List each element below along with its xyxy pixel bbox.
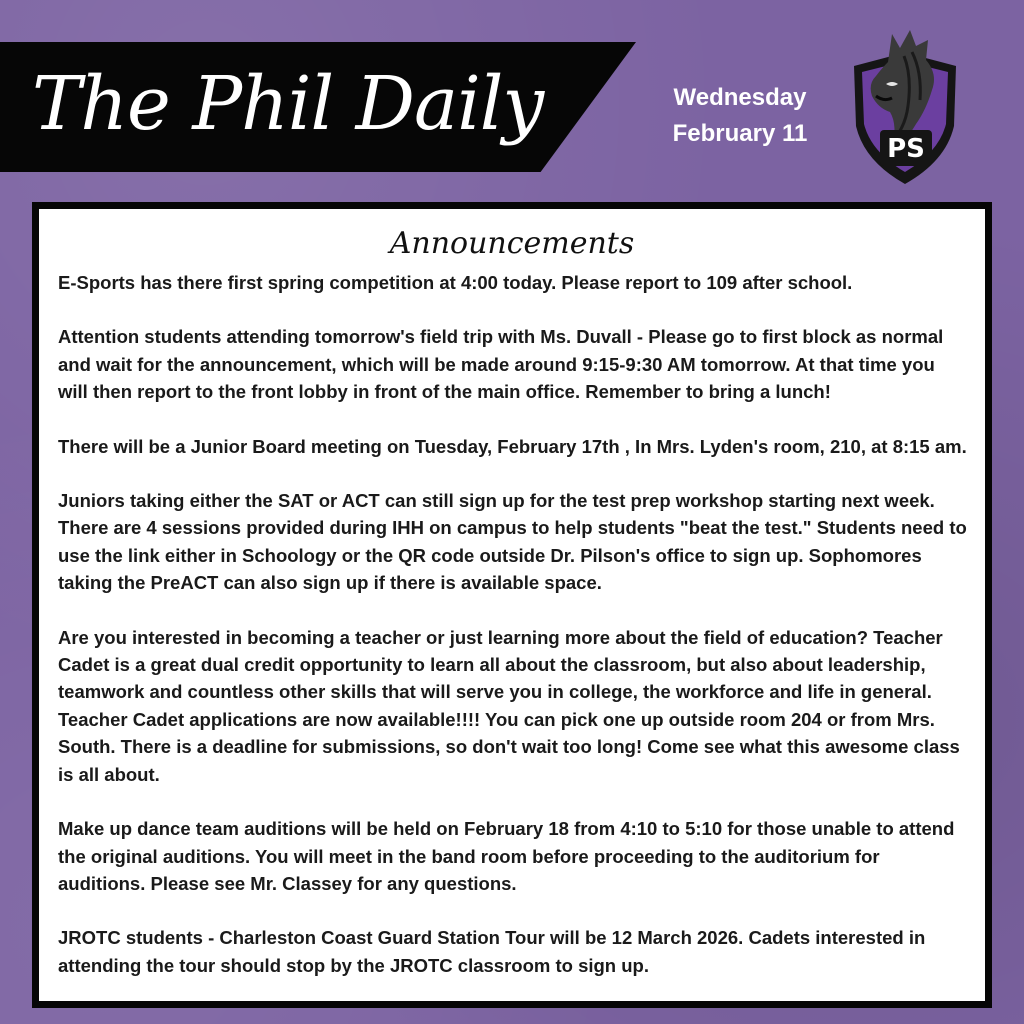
announcements-card	[32, 202, 992, 1008]
announcement-test-prep: Juniors taking either the SAT or ACT can still sign up for the test prep workshop starting next week. There are 4 sessions provided during IHH on campus to help students "beat the test." Students need to use the link either in Schoology or the QR code outside Dr. Pilson's office to sign up. Sophomores taking the PreACT can also sign up if there is available space.	[58, 490, 967, 594]
date-block	[640, 80, 840, 152]
section-heading: Announcements	[389, 226, 635, 261]
announcement-jrotc: JROTC students - Charleston Coast Guard Station Tour will be 12 March 2026. Cadets interested in attending the tour should stop by the JROTC classroom to sign up.	[58, 927, 926, 976]
newsletter-title: The Phil Daily	[32, 61, 544, 147]
announcement-esports: E-Sports has there first spring competition at 4:00 today. Please report to 109 after school.	[58, 272, 853, 293]
date-weekday: Wednesday	[673, 84, 807, 111]
announcements-list	[39, 269, 985, 979]
logo-lettering: PS	[887, 134, 925, 164]
announcement-junior-board: There will be a Junior Board meeting on Tuesday, February 17th , In Mrs. Lyden's room, 210, at 8:15 am.	[58, 435, 967, 457]
date-day: February 11	[672, 120, 808, 147]
announcement-field-trip: Attention students attending tomorrow's field trip with Ms. Duvall - Please go to first block as normal and wait for the announcement, which will be made around 9:15-9:30 AM tomorrow. At that time you will then report to the front lobby in front of the main office. Remember to bring a lunch!	[58, 326, 944, 403]
announcement-dance-team: Make up dance team auditions will be held on February 18 from 4:10 to 5:10 for those unable to attend the original auditions. You will meet in the band room before proceeding to the auditorium for auditions. Please see Mr. Classey for any questions.	[58, 818, 955, 894]
school-mascot-logo	[846, 26, 964, 188]
announcement-teacher-cadet: Are you interested in becoming a teacher or just learning more about the field of education? Teacher Cadet is a great dual credit opportunity to learn all about the classroom, but also about leadership, teamwork and countless other skills that will serve you in college, the workforce and life in general. Teacher Cadet applications are now available!!!! You can pick one up outside room 204 or from Mrs. South. There is a deadline for submissions, so don't wait too long! Come see what this awesome class is all about.	[58, 626, 960, 785]
